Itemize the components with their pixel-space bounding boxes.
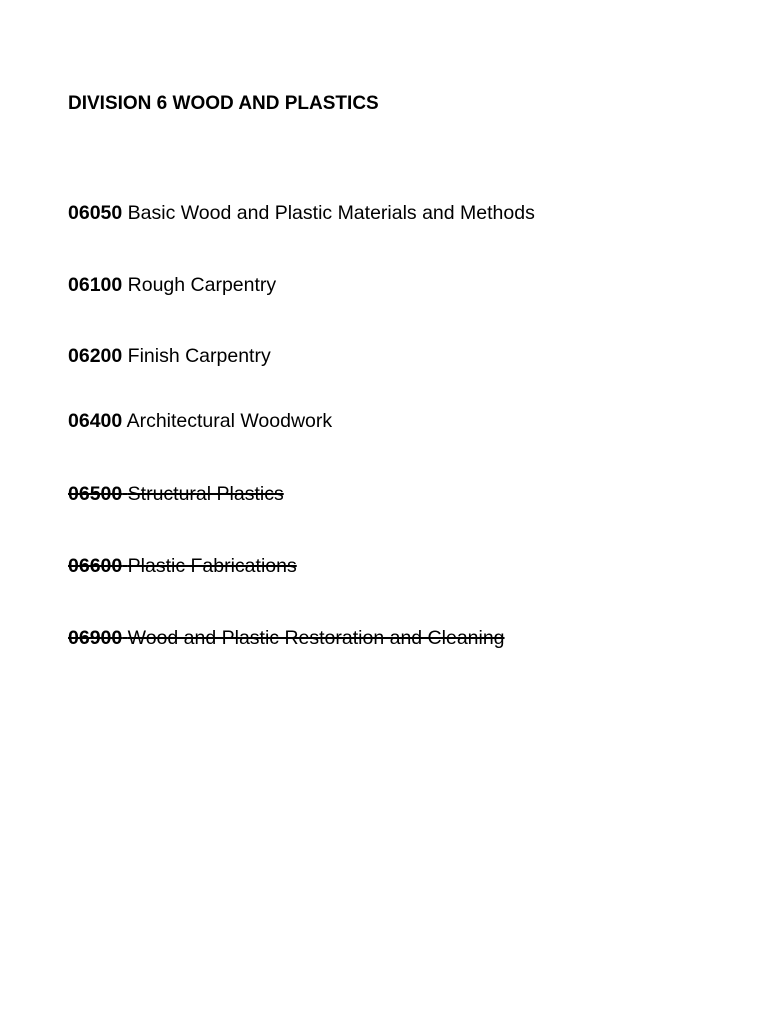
list-item-struck bbox=[68, 483, 284, 505]
section-code: 06100 bbox=[68, 274, 123, 296]
list-item bbox=[68, 274, 276, 296]
section-title: Wood and Plastic Restoration and Cleaning bbox=[127, 627, 505, 649]
section-title: Plastic Fabrications bbox=[127, 555, 297, 577]
list-item bbox=[68, 410, 332, 432]
section-code: 06200 bbox=[68, 345, 123, 367]
section-title: Finish Carpentry bbox=[127, 345, 271, 367]
section-code: 06400 bbox=[68, 410, 123, 432]
list-item-struck bbox=[68, 627, 505, 649]
list-item bbox=[68, 202, 535, 224]
section-title: Rough Carpentry bbox=[127, 274, 277, 296]
section-code: 06600 bbox=[68, 555, 123, 577]
section-code: 06900 bbox=[68, 627, 123, 649]
section-title: Architectural Woodwork bbox=[126, 410, 333, 432]
section-title: Basic Wood and Plastic Materials and Methods bbox=[127, 202, 535, 224]
page-title: DIVISION 6 WOOD AND PLASTICS bbox=[68, 93, 379, 114]
list-item-struck bbox=[68, 555, 297, 577]
section-code: 06050 bbox=[68, 202, 123, 224]
section-code: 06500 bbox=[68, 483, 123, 505]
section-title: Structural Plastics bbox=[127, 483, 284, 505]
list-item bbox=[68, 345, 271, 367]
